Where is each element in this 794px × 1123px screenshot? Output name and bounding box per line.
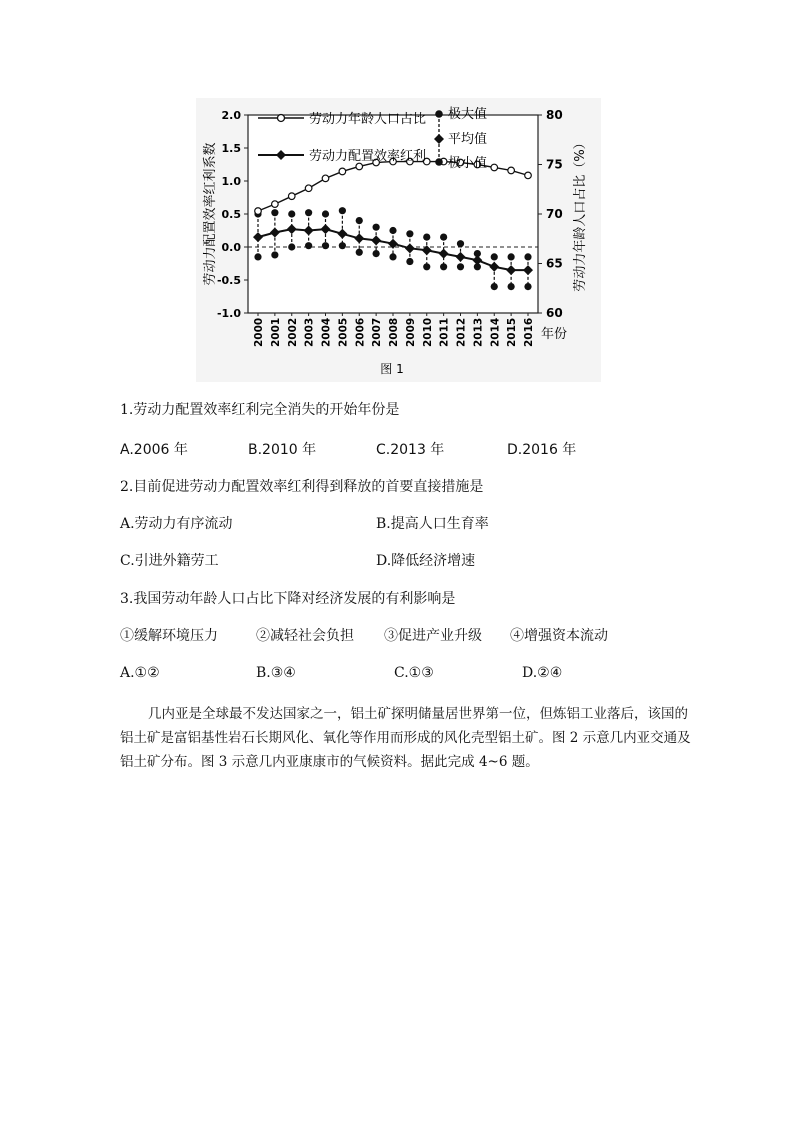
left-tick-label: 1.5: [221, 142, 241, 155]
min-point: [373, 250, 380, 257]
max-point: [524, 253, 531, 260]
max-point: [389, 227, 396, 234]
x-tick-label: 2010: [421, 317, 434, 347]
min-point: [423, 263, 430, 270]
x-axis-title: 年份: [540, 327, 568, 342]
x-tick-label: 2011: [438, 317, 451, 347]
legend-range: [434, 106, 487, 171]
question-2-stem: 2.目前促进劳动力配置效率红利得到释放的首要直接措施是: [120, 479, 484, 495]
x-tick-label: 2004: [320, 317, 333, 347]
min-point: [508, 283, 515, 290]
min-point: [305, 242, 312, 249]
q3-item-1: ①缓解环境压力: [120, 628, 218, 644]
q2-option-b[interactable]: B.提高人口生育率: [376, 516, 489, 532]
max-point: [305, 209, 312, 216]
figure-1: [196, 98, 601, 382]
right-tick-label: 75: [546, 157, 563, 172]
left-tick-label: -1.0: [216, 307, 241, 320]
q3-option-d[interactable]: D.②④: [522, 665, 563, 681]
min-point: [440, 263, 447, 270]
x-tick-label: 2008: [388, 317, 400, 347]
figure-caption: 图 1: [380, 362, 404, 376]
right-tick-label: 65: [546, 256, 563, 271]
y-right-title: 劳动力年龄人口占比（%）: [573, 136, 588, 292]
left-tick-label: 0.0: [221, 241, 241, 254]
right-tick-label: 80: [546, 108, 563, 122]
max-point: [288, 210, 295, 217]
ratio-point: [525, 172, 532, 179]
right-tick-label: 70: [546, 207, 563, 221]
min-point: [254, 253, 261, 260]
q1-option-c[interactable]: C.2013 年: [376, 442, 445, 458]
q2-option-d[interactable]: D.降低经济增速: [376, 553, 476, 569]
x-tick-label: 2009: [404, 317, 417, 347]
q3-item-2: ②减轻社会负担: [256, 628, 354, 644]
x-tick-label: 2001: [269, 317, 282, 347]
y-left-title: 劳动力配置效率红利系数: [203, 142, 218, 286]
ratio-point: [322, 175, 329, 182]
x-tick-label: 2006: [354, 317, 367, 347]
legend-max-label: 极大值: [448, 107, 488, 122]
chart-figure-1: [196, 98, 601, 382]
min-point: [271, 251, 278, 258]
ratio-point: [272, 201, 279, 208]
min-point: [457, 263, 464, 270]
q1-option-b[interactable]: B.2010 年: [248, 442, 317, 458]
q3-item-3: ③促进产业升级: [384, 628, 482, 644]
q3-option-a[interactable]: A.①②: [120, 665, 160, 681]
min-point: [406, 258, 413, 265]
q3-option-c[interactable]: C.①③: [394, 665, 434, 681]
x-tick-label: 2002: [286, 317, 299, 347]
ratio-point: [339, 168, 346, 175]
x-tick-label: 2014: [489, 317, 502, 347]
max-point: [271, 209, 278, 216]
question-3-stem: 3.我国劳动年龄人口占比下降对经济发展的有利影响是: [120, 591, 456, 607]
x-axis-labels: [253, 313, 535, 347]
ratio-point: [288, 193, 295, 200]
left-tick-label: 1.0: [221, 175, 241, 188]
min-point: [339, 242, 346, 249]
min-point: [389, 253, 396, 260]
min-point: [288, 243, 295, 250]
legend-line-label: 劳动力年龄人口占比: [309, 112, 427, 127]
question-1-stem: 1.劳动力配置效率红利完全消失的开始年份是: [120, 402, 400, 418]
x-tick-label: 2016: [523, 317, 535, 347]
min-point: [491, 283, 498, 290]
right-tick-label: 60: [546, 306, 563, 320]
left-tick-label: 0.5: [221, 208, 241, 221]
x-tick-label: 2007: [371, 317, 384, 347]
min-point: [356, 249, 363, 256]
q1-option-d[interactable]: D.2016 年: [507, 442, 577, 458]
x-tick-label: 2012: [455, 317, 468, 347]
max-point: [356, 217, 363, 224]
legend-min-label: 极小值: [448, 156, 488, 171]
passage-text: 几内亚是全球最不发达国家之一，铝土矿探明储量居世界第一位，但炼铝工业落后，该国的铝土矿是富铝基性岩石长期风化、氧化等作用而形成的风化壳型铝土矿。图 2 示意几内亚交通及铝土矿分布。图 3 示意几内亚康康市的气候资料。据此完成 4~6 题。: [120, 706, 691, 770]
left-tick-label: -0.5: [216, 274, 241, 287]
ratio-point: [491, 164, 498, 171]
q3-option-b[interactable]: B.③④: [256, 665, 296, 681]
min-point: [322, 242, 329, 249]
min-point: [524, 283, 531, 290]
max-point: [322, 210, 329, 217]
legend-dot-label: 劳动力配置效率红利: [309, 149, 427, 164]
q2-option-c[interactable]: C.引进外籍劳工: [120, 553, 219, 569]
ratio-point: [508, 167, 515, 174]
max-point: [440, 234, 447, 241]
max-point: [508, 253, 515, 260]
ratio-point: [305, 185, 312, 192]
max-point: [457, 240, 464, 247]
x-tick-label: 2005: [337, 317, 350, 347]
q3-item-4: ④增强资本流动: [510, 628, 608, 644]
q2-option-a[interactable]: A.劳动力有序流动: [120, 516, 233, 532]
max-point: [373, 224, 380, 231]
max-point: [423, 234, 430, 241]
x-tick-label: 2015: [506, 317, 519, 347]
max-point: [339, 207, 346, 214]
left-axis: [217, 109, 248, 320]
x-tick-label: 2003: [303, 317, 316, 347]
ratio-point: [255, 208, 262, 215]
x-tick-label: 2013: [472, 317, 485, 347]
ratio-point: [356, 163, 363, 170]
max-point: [491, 253, 498, 260]
right-axis: [538, 108, 563, 320]
max-point: [406, 230, 413, 237]
q1-option-a[interactable]: A.2006 年: [120, 442, 188, 458]
x-tick-label: 2000: [253, 317, 265, 347]
legend-mean-label: 平均值: [448, 132, 488, 147]
left-tick-label: 2.0: [221, 109, 241, 122]
